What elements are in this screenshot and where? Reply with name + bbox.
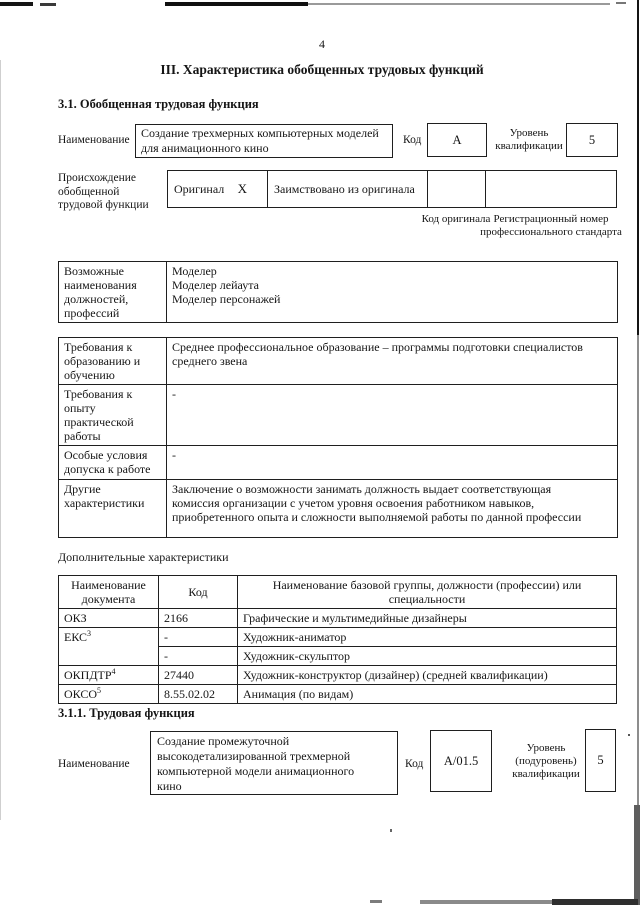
origin-code-cell: [428, 171, 486, 207]
table-row: [59, 385, 618, 446]
table-row: [59, 666, 617, 685]
gtf-code-box: А: [427, 123, 487, 157]
tf-section-heading: 3.1.1. Трудовая функция: [58, 706, 195, 720]
doc-name: ОКПДТР: [64, 668, 112, 682]
tf-code-label: Код: [405, 758, 424, 770]
tf-level-label: Уровень (подуровень) квалификации: [512, 742, 580, 780]
gtf-code-label: Код: [403, 134, 422, 146]
scan-artifact-top-2: [40, 3, 56, 6]
scan-artifact-right-3: [634, 805, 640, 905]
group-cell: Художник-аниматор: [238, 628, 617, 647]
scan-artifact-speck-1: [390, 829, 392, 832]
origin-borrowed-label: Заимствовано из оригинала: [274, 181, 415, 196]
gtf-name-label: Наименование: [58, 134, 130, 146]
doc-superscript: 3: [87, 629, 92, 638]
requirement-value: -: [167, 385, 618, 446]
code-cell: -: [159, 647, 238, 666]
doc-cell: [59, 628, 159, 666]
scan-artifact-speck-2: [628, 734, 630, 736]
origin-registration-caption: Регистрационный номер профессионального стандарта: [480, 213, 622, 238]
requirement-label: Требования к опыту практической работы: [59, 385, 167, 446]
requirement-value: [167, 338, 618, 385]
doc-superscript: 5: [97, 686, 102, 695]
requirement-value: -: [167, 446, 618, 480]
doc-superscript: 4: [111, 667, 116, 676]
gtf-level-box: 5: [566, 123, 618, 157]
tf-level-box: 5: [585, 729, 616, 792]
origin-label: Происхождение обобщенной трудовой функции: [58, 172, 149, 211]
origin-original-mark: X: [237, 181, 247, 196]
scan-artifact-bottom-3: [370, 900, 382, 903]
code-cell: 27440: [159, 666, 238, 685]
main-heading: III. Характеристика обобщенных трудовых функций: [160, 62, 484, 77]
origin-registration-cell: [486, 171, 616, 207]
code-cell: 8.55.02.02: [159, 685, 238, 704]
doc-cell: [59, 685, 159, 704]
scan-artifact-top-3: [165, 2, 308, 6]
requirement-label: Другие характеристики: [59, 480, 167, 538]
possible-titles-table: [58, 261, 618, 323]
doc-name: ОКСО: [64, 687, 98, 701]
table-row: [59, 480, 618, 538]
origin-table: [167, 170, 617, 208]
origin-original-cell: [168, 171, 268, 207]
scan-artifact-left-edge: [0, 60, 1, 820]
requirement-label: Особые условия допуска к работе: [59, 446, 167, 480]
requirement-value-text: Заключение о возможности занимать должность выдает соответствующая комиссия организации с учетом уровня освоения работником навыков, приобретенного опыта и сложности выполняемой работы по данной профессии: [172, 482, 582, 524]
origin-borrowed-cell: [268, 171, 428, 207]
possible-title-item: Моделер персонажей: [172, 292, 281, 306]
doc-name: ЕКС: [64, 630, 88, 644]
column-header-document: Наименование документа: [59, 576, 159, 609]
table-row: [59, 628, 617, 647]
column-header-group: Наименование базовой группы, должности (профессии) или специальности: [238, 576, 617, 609]
table-row: [59, 446, 618, 480]
requirement-value: [167, 480, 618, 538]
tf-code-box: А/01.5: [430, 730, 492, 792]
doc-cell: [59, 609, 159, 628]
scan-artifact-right-2: [637, 335, 639, 805]
possible-titles-label: Возможные наименования должностей, профессий: [59, 262, 167, 323]
requirement-label: Требования к образованию и обучению: [59, 338, 167, 385]
possible-title-item: Моделер: [172, 264, 217, 278]
column-header-code: Код: [159, 576, 238, 609]
group-cell: Графические и мультимедийные дизайнеры: [238, 609, 617, 628]
origin-code-caption: Код оригинала: [421, 213, 491, 225]
scan-artifact-top-1: [0, 2, 33, 6]
possible-title-item: Моделер лейаута: [172, 278, 259, 292]
scan-artifact-top-4: [308, 3, 610, 5]
table-row: [59, 338, 618, 385]
gtf-name-box: Создание трехмерных компьютерных моделей для анимационного кино: [135, 124, 393, 158]
tf-name-label: Наименование: [58, 758, 130, 770]
origin-original-label: Оригинал: [174, 181, 225, 196]
additional-characteristics-label: Дополнительные характеристики: [58, 550, 229, 564]
table-row: [59, 609, 617, 628]
possible-titles-values: [167, 262, 618, 323]
doc-name: ОКЗ: [64, 611, 87, 625]
table-row: [59, 685, 617, 704]
additional-table: [58, 575, 617, 704]
code-cell: -: [159, 628, 238, 647]
requirements-table: [58, 337, 618, 538]
doc-cell: [59, 666, 159, 685]
group-cell: Анимация (по видам): [238, 685, 617, 704]
tf-name-box: Создание промежуточной высокодетализированной трехмерной компьютерной модели анимационного кино: [150, 731, 398, 795]
gtf-level-label: Уровень квалификации: [495, 127, 563, 152]
code-cell: 2166: [159, 609, 238, 628]
requirement-value-text: Среднее профессиональное образование – программы подготовки специалистов среднего звена: [172, 340, 583, 368]
scan-artifact-bottom-2: [552, 899, 638, 905]
page-number: 4: [319, 37, 325, 51]
table-header-row: [59, 576, 617, 609]
group-cell: Художник-скульптор: [238, 647, 617, 666]
section-heading: 3.1. Обобщенная трудовая функция: [58, 97, 259, 111]
group-cell: Художник-конструктор (дизайнер) (средней квалификации): [238, 666, 617, 685]
scan-artifact-top-5: [616, 2, 626, 4]
